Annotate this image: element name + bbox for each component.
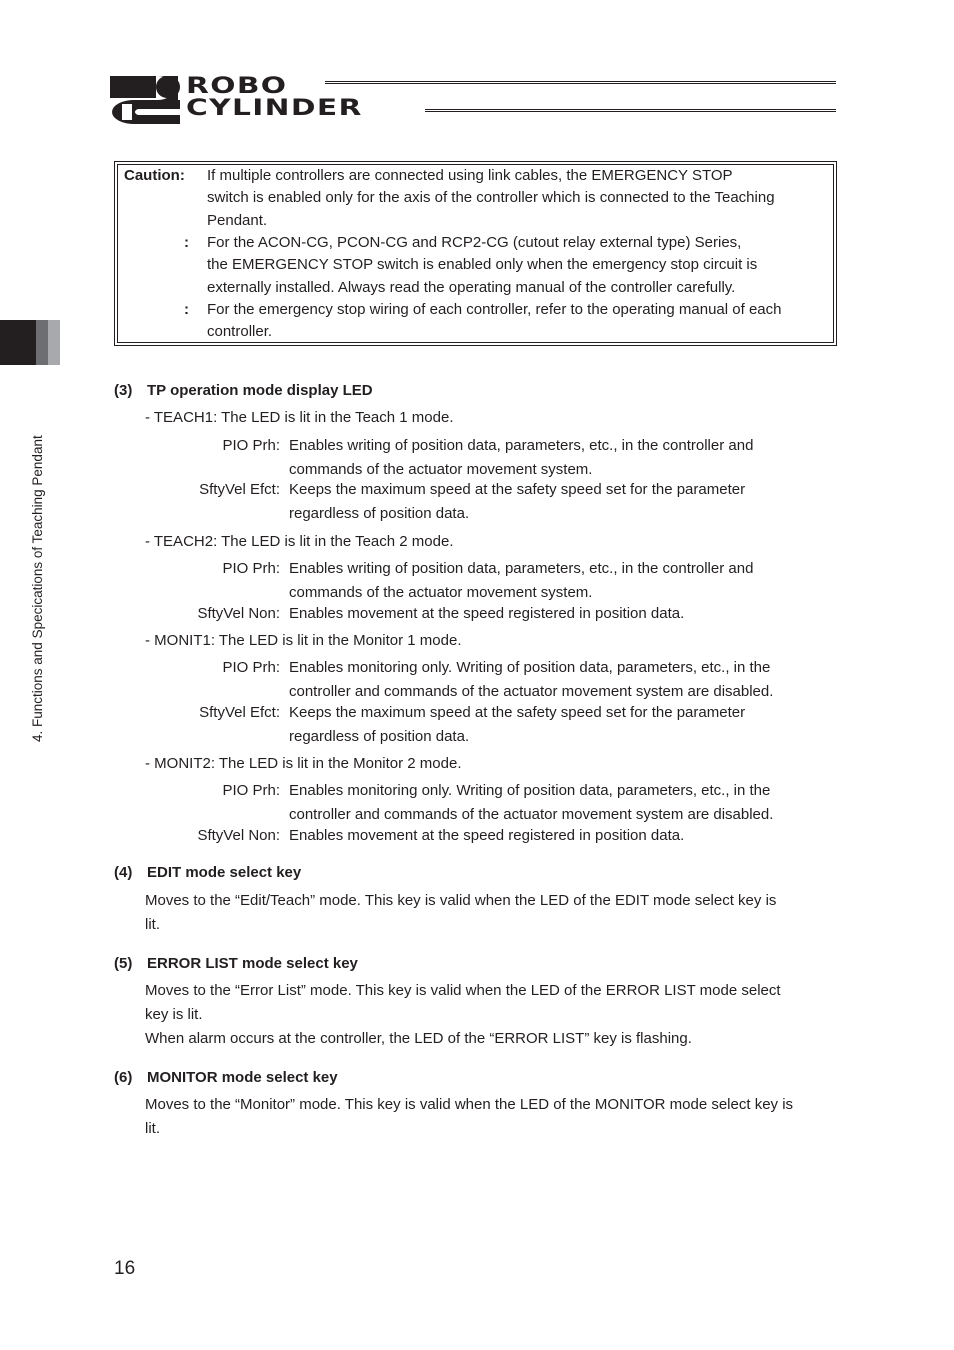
section-5-title: ERROR LIST mode select key — [147, 955, 358, 972]
caution-item-1: If multiple controllers are connected using link cables, the EMERGENCY STOP switch is enabled only for the axis of the controller which is connected to the Teaching Pendant. — [207, 167, 775, 229]
teach2-desc-2: Enables movement at the speed registered in position data. — [289, 605, 685, 622]
side-chapter-label: 4. Functions and Specications of Teaching Pendant — [30, 435, 45, 742]
section-5-number: (5) — [114, 955, 133, 972]
monit1-desc-2: Keeps the maximum speed at the safety speed set for the parameter regardless of position data. — [289, 704, 746, 745]
monit2-line: - MONIT2: The LED is lit in the Monitor 2 mode. — [145, 755, 462, 772]
side-tab-dark-grey — [36, 320, 48, 365]
teach2-term-2: SftyVel Non: — [197, 605, 280, 622]
monit1-line: - MONIT1: The LED is lit in the Monitor 1 mode. — [145, 632, 462, 649]
logo-robo-text: ROBO — [186, 74, 288, 99]
teach1-term-1: PIO Prh: — [222, 437, 280, 454]
section-4-body: Moves to the “Edit/Teach” mode. This key is valid when the LED of the EDIT mode select key is lit. — [145, 892, 777, 933]
robo-cylinder-logo — [108, 74, 838, 124]
section-4-number: (4) — [114, 864, 133, 881]
monit2-desc-1: Enables monitoring only. Writing of position data, parameters, etc., in the controller and commands of the actuator movement system are disabled. — [289, 782, 774, 823]
teach1-desc-2: Keeps the maximum speed at the safety speed set for the parameter regardless of position data. — [289, 481, 746, 522]
caution-label: Caution: — [124, 167, 185, 184]
monit1-desc-1: Enables monitoring only. Writing of position data, parameters, etc., in the controller and commands of the actuator movement system are disabled. — [289, 659, 774, 700]
monit2-term-1: PIO Prh: — [222, 782, 280, 799]
monit1-term-1: PIO Prh: — [222, 659, 280, 676]
teach2-term-1: PIO Prh: — [222, 560, 280, 577]
section-6-body: Moves to the “Monitor” mode. This key is valid when the LED of the MONITOR mode select key is lit. — [145, 1096, 794, 1137]
logo-cylinder-text: CYLINDER — [186, 96, 363, 121]
teach2-line: - TEACH2: The LED is lit in the Teach 2 mode. — [145, 533, 454, 550]
header-rule-bottom — [425, 109, 836, 115]
section-6-number: (6) — [114, 1069, 133, 1086]
section-5-body: Moves to the “Error List” mode. This key is valid when the LED of the ERROR LIST mode select key is lit. When alarm occurs at the controller, the LED of the “ERROR LIST” key is flashing. — [145, 982, 781, 1047]
caution-colon-2: : — [184, 234, 189, 251]
monit2-desc-2: Enables movement at the speed registered in position data. — [289, 827, 685, 844]
caution-item-3: For the emergency stop wiring of each controller, refer to the operating manual of each controller. — [207, 301, 782, 341]
page-number: 16 — [114, 1258, 136, 1279]
teach1-desc-1: Enables writing of position data, parameters, etc., in the controller and commands of the actuator movement system. — [289, 437, 754, 478]
teach2-desc-1: Enables writing of position data, parameters, etc., in the controller and commands of the actuator movement system. — [289, 560, 754, 601]
caution-colon-3: : — [184, 301, 189, 318]
caution-item-2: For the ACON-CG, PCON-CG and RCP2-CG (cutout relay external type) Series, the EMERGENCY STOP switch is enabled only when the emergency stop circuit is externally installed. Always read the operating manual of the controller carefully. — [207, 234, 758, 296]
section-4-title: EDIT mode select key — [147, 864, 302, 881]
side-tab-black — [0, 320, 36, 365]
teach1-line: - TEACH1: The LED is lit in the Teach 1 mode. — [145, 409, 454, 426]
teach1-term-2: SftyVel Efct: — [199, 481, 280, 498]
section-3-title: TP operation mode display LED — [147, 382, 373, 399]
monit2-term-2: SftyVel Non: — [197, 827, 280, 844]
side-tab-light-grey — [48, 320, 60, 365]
section-3-number: (3) — [114, 382, 133, 399]
section-6-title: MONITOR mode select key — [147, 1069, 338, 1086]
rc-logo-icon — [108, 74, 182, 124]
header-rule-top — [325, 81, 836, 87]
monit1-term-2: SftyVel Efct: — [199, 704, 280, 721]
